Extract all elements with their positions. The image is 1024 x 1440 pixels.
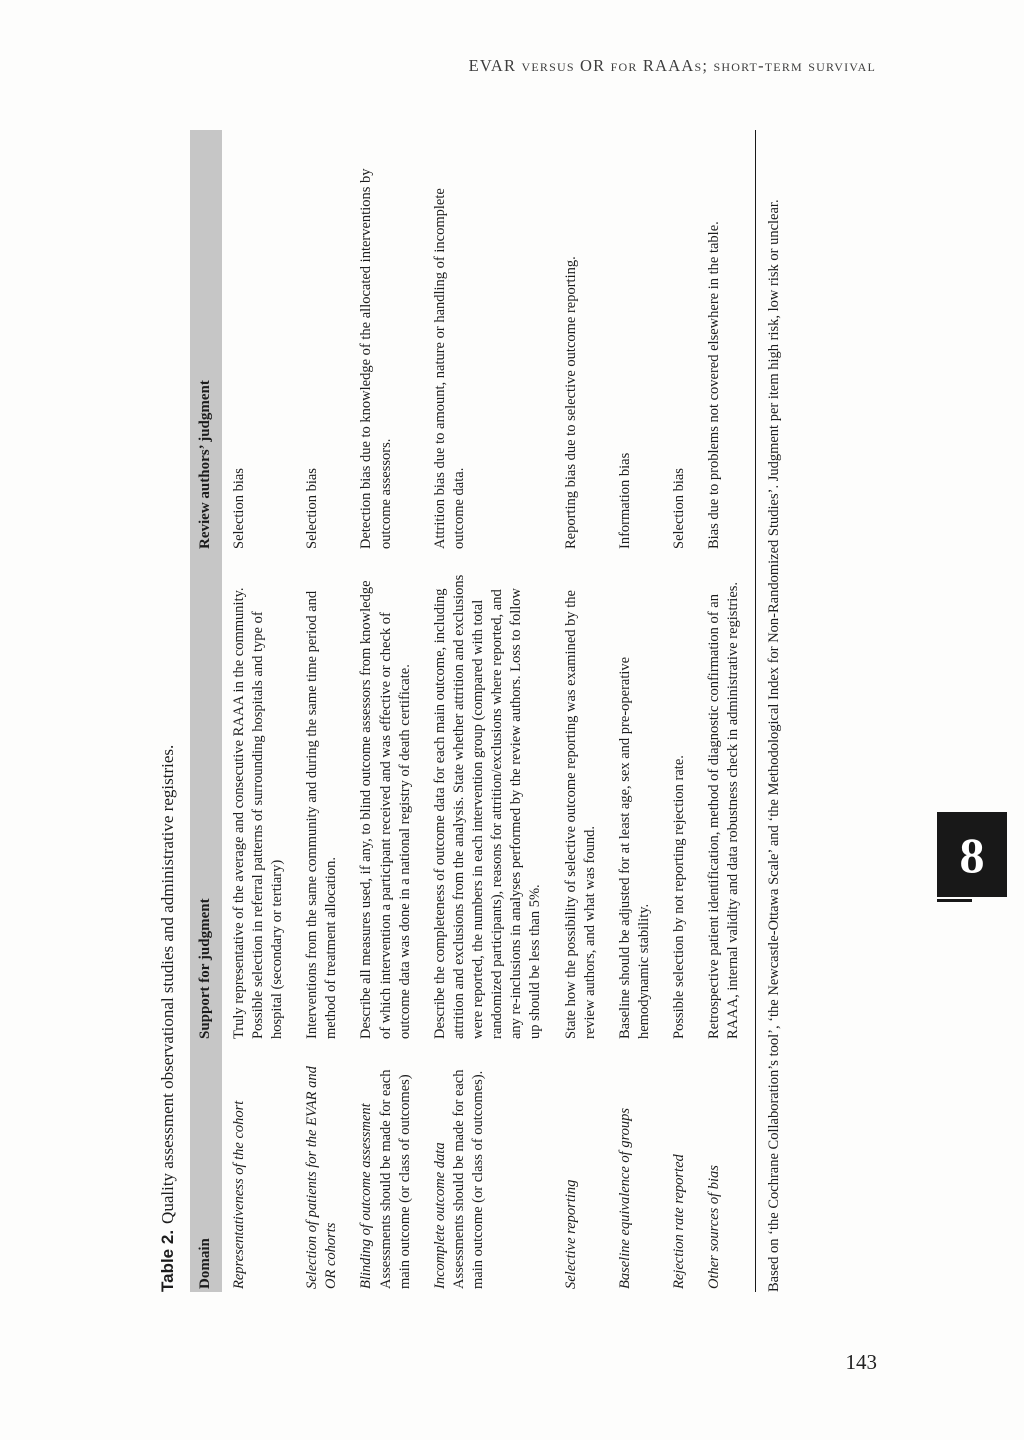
rotated-table-block	[158, 130, 858, 1292]
cell-support: Interventions from the same community and during the same time period and method of treatment allocation.	[304, 590, 340, 1039]
chapter-tab	[937, 812, 1007, 897]
table-row	[423, 130, 554, 1292]
domain-note: Assessments should be made for each main outcome (or class of outcomes)	[377, 1069, 413, 1289]
cell-judgment: Detection bias due to knowledge of the allocated interventions by outcome assessors.	[358, 168, 394, 549]
cell-domain	[349, 1042, 422, 1292]
table-caption-text: Quality assessment observational studies and administrative registries.	[158, 744, 177, 1224]
cell-judgment: Bias due to problems not covered elsewhere in the table.	[697, 130, 756, 552]
table-row	[662, 130, 697, 1292]
cell-domain	[423, 1042, 554, 1292]
cell-judgment: Selection bias	[671, 468, 688, 549]
domain-title: Incomplete outcome data	[431, 1142, 448, 1289]
col-header-domain: Domain	[190, 1042, 222, 1292]
cell-support: Describe all measures used, if any, to blind outcome assessors from knowledge of which intervention a participant received and was effective or check of outcome data was done in a national registry of death certificate.	[358, 580, 413, 1039]
cell-judgment: Reporting bias due to selective outcome reporting.	[562, 256, 579, 549]
cell-domain	[295, 1042, 349, 1292]
page-number: 143	[845, 1350, 877, 1374]
cell-support: State how the possibility of selective outcome reporting was examined by the review authors, and what was found.	[562, 590, 598, 1039]
table-row	[222, 130, 295, 1292]
chapter-tab-dash	[937, 899, 972, 902]
cell-domain	[608, 1042, 662, 1292]
table-row	[295, 130, 349, 1292]
chapter-number: 8	[959, 826, 985, 883]
cell-domain	[697, 1042, 756, 1292]
domain-title: Representativeness of the cohort	[230, 1100, 247, 1289]
table-row	[608, 130, 662, 1292]
cell-judgment: Selection bias	[304, 468, 321, 549]
running-head: EVAR versus OR for RAAAs; short-term survival	[468, 56, 876, 75]
table-caption	[158, 130, 178, 1292]
cell-domain	[222, 1042, 295, 1292]
domain-title: Blinding of outcome assessment	[358, 1103, 375, 1289]
table-row	[349, 130, 422, 1292]
table-row	[554, 130, 608, 1292]
table-caption-label: Table 2.	[158, 1229, 177, 1292]
cell-support: Describe the completeness of outcome data for each main outcome, including attrition and exclusions from the analysis. State whether attrition and exclusions were reported, the numbers in each intervention group (compared with total randomized participants), reasons for attrition/exclusions where reported, and any re-inclusions in analyses performed by the review authors. Loss to follow up should be less than 5%.	[431, 574, 544, 1039]
domain-title: Selection of patients for the EVAR and OR cohorts	[304, 1066, 340, 1289]
domain-title: Rejection rate reported	[671, 1154, 688, 1289]
table-row	[697, 130, 756, 1292]
col-header-support: Support for judgment	[190, 552, 222, 1042]
cell-judgment: Attrition bias due to amount, nature or handling of incomplete outcome data.	[431, 188, 467, 549]
domain-title: Baseline equivalence of groups	[616, 1107, 633, 1289]
domain-title: Other sources of bias	[706, 1165, 723, 1289]
domain-title: Selective reporting	[562, 1179, 579, 1289]
cell-judgment: Information bias	[616, 452, 633, 549]
cell-domain	[662, 1042, 697, 1292]
table-footnote: Based on ‘the Cochrane Collaboration’s tool’, ‘the Newcastle-Ottawa Scale’ and ‘the Methodological Index for Non-Randomized Studies’. Judgment per item high risk, low risk or unclear.	[766, 199, 783, 1292]
table-header-row	[190, 130, 222, 1292]
cell-support: Baseline should be adjusted for at least age, sex and pre-operative hemodynamic stability.	[616, 656, 652, 1039]
cell-support: Possible selection by not reporting rejection rate.	[671, 755, 688, 1039]
cell-support: Retrospective patient identification, method of diagnostic confirmation of an RAAA, internal validity and data robustness check in administrative registries.	[697, 552, 756, 1042]
quality-assessment-table	[190, 130, 756, 1292]
cell-domain	[554, 1042, 608, 1292]
domain-note: Assessments should be made for each main outcome (or class of outcomes).	[450, 1069, 487, 1289]
col-header-judgment: Review authors’ judgment	[190, 130, 222, 552]
cell-support: Truly representative of the average and consecutive RAAA in the community. Possible selection in referral patterns of surrounding hospitals and type of hospital (secondary or tertiary)	[230, 587, 286, 1039]
cell-judgment: Selection bias	[230, 468, 247, 549]
